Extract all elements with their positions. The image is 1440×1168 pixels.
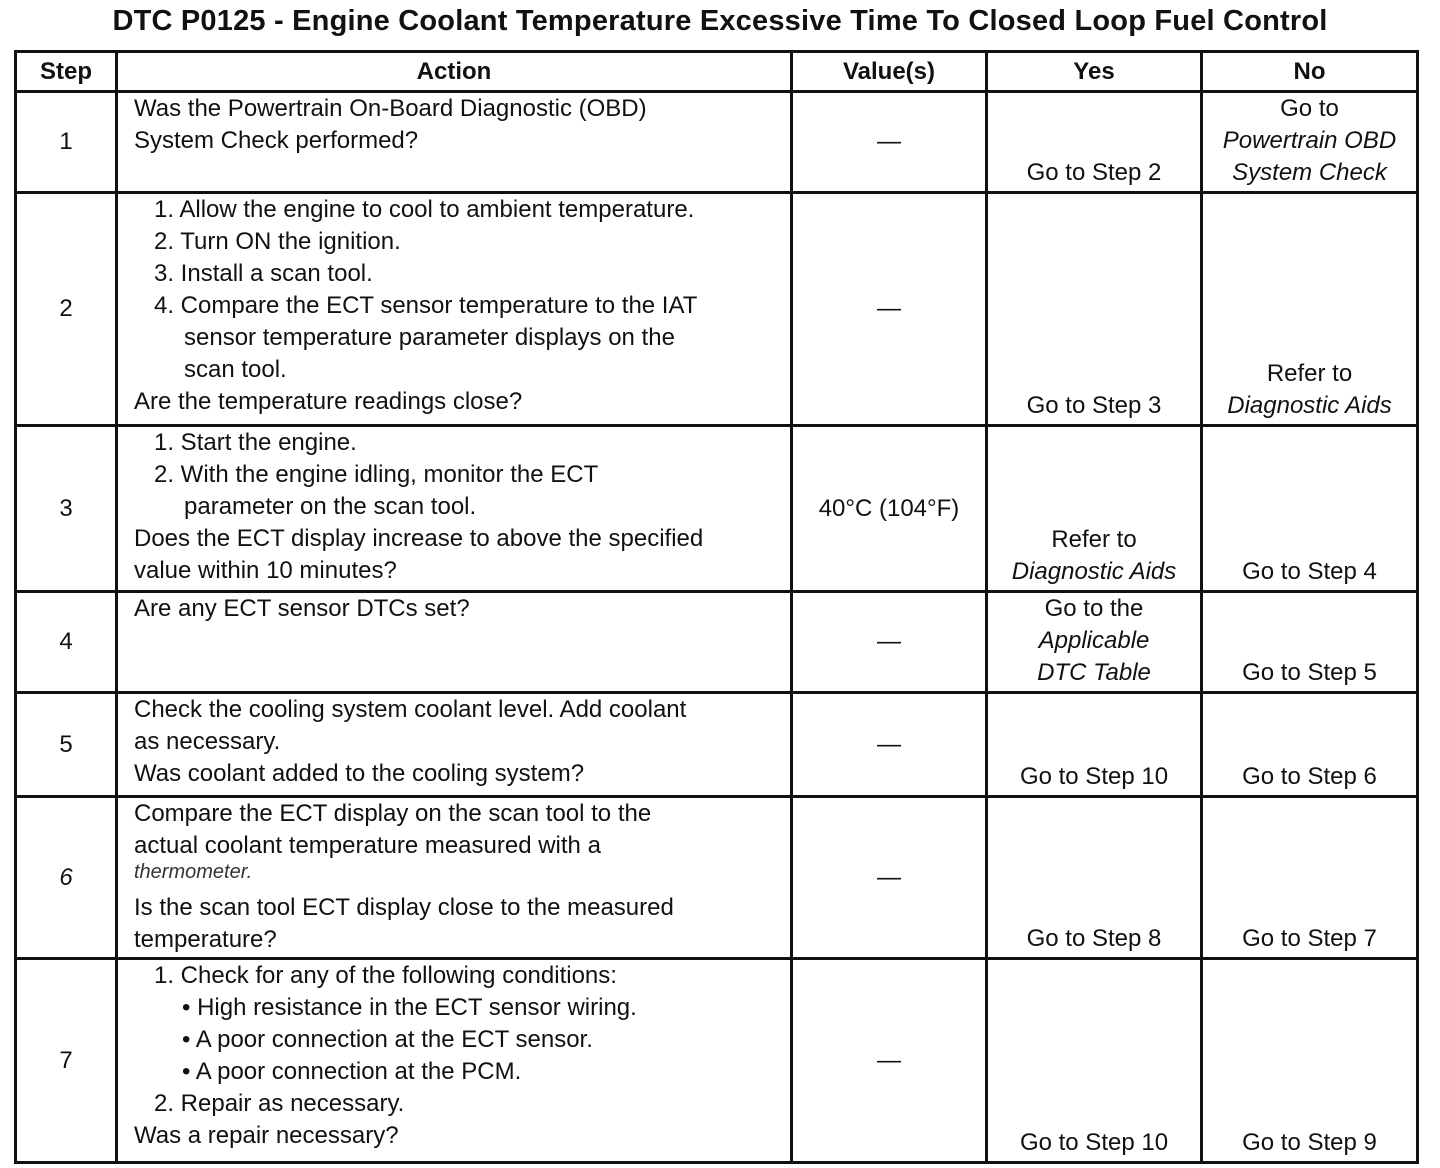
action-step-text: 1. Allow the engine to cool to ambient temperature.: [154, 196, 695, 223]
no-link-text: Diagnostic Aids: [1227, 392, 1392, 419]
no-link-text: Powertrain OBD: [1222, 127, 1397, 154]
action-step-text: 2. Repair as necessary.: [154, 1090, 405, 1117]
yes-text: Go to the: [1044, 595, 1144, 622]
value-cell: —: [792, 797, 987, 959]
action-question: Was coolant added to the cooling system?: [134, 760, 585, 787]
no-cell: Go to Step 9: [1202, 959, 1418, 1163]
action-cell: [117, 193, 792, 426]
no-cell: [1202, 193, 1418, 426]
no-cell: [1202, 92, 1418, 193]
action-step-text: 2. With the engine idling, monitor the ECT: [154, 461, 599, 488]
table-row: [16, 693, 1418, 797]
action-question: temperature?: [134, 926, 277, 953]
action-cell: [117, 693, 792, 797]
yes-text: Refer to: [1051, 526, 1137, 553]
step-number: 3: [16, 426, 117, 592]
diagnostic-table: [14, 50, 1419, 1164]
action-question: Are the temperature readings close?: [134, 388, 523, 415]
action-step-text: parameter on the scan tool.: [184, 493, 477, 520]
table-row: [16, 797, 1418, 959]
yes-cell: [987, 426, 1202, 592]
step-number: 6: [16, 797, 117, 959]
table-header-row: [16, 52, 1418, 92]
action-cell: [117, 426, 792, 592]
action-step-text: scan tool.: [184, 356, 287, 383]
table-row: [16, 426, 1418, 592]
action-text: Was the Powertrain On-Board Diagnostic (OBD): [134, 95, 647, 122]
no-text: Go to: [1280, 95, 1339, 122]
action-text: System Check performed?: [134, 127, 419, 154]
action-question: Was a repair necessary?: [134, 1122, 399, 1149]
value-cell: 40°C (104°F): [792, 426, 987, 592]
action-text: Check the cooling system coolant level. Add coolant: [134, 696, 687, 723]
action-cell: [117, 797, 792, 959]
column-header-yes: Yes: [987, 52, 1202, 92]
action-bullet-text: • A poor connection at the PCM.: [182, 1058, 522, 1085]
action-step-text: 4. Compare the ECT sensor temperature to the IAT: [154, 292, 698, 319]
yes-cell: Go to Step 8: [987, 797, 1202, 959]
value-cell: —: [792, 959, 987, 1163]
value-cell: —: [792, 193, 987, 426]
action-step-text: 1. Check for any of the following conditions:: [154, 962, 617, 989]
step-number: 1: [16, 92, 117, 193]
value-cell: —: [792, 92, 987, 193]
action-cell: [117, 959, 792, 1163]
yes-cell: Go to Step 10: [987, 693, 1202, 797]
yes-link-text: Applicable: [1038, 627, 1150, 654]
action-bullet-text: • A poor connection at the ECT sensor.: [182, 1026, 593, 1053]
action-bullet-text: • High resistance in the ECT sensor wiring.: [182, 994, 637, 1021]
action-text: thermometer.: [134, 862, 253, 882]
value-cell: —: [792, 693, 987, 797]
step-number: 5: [16, 693, 117, 797]
action-text: as necessary.: [134, 728, 281, 755]
step-number: 4: [16, 592, 117, 693]
table-row: [16, 193, 1418, 426]
action-step-text: sensor temperature parameter displays on the: [184, 324, 675, 351]
value-cell: —: [792, 592, 987, 693]
action-text: Compare the ECT display on the scan tool to the: [134, 800, 652, 827]
table-row: [16, 92, 1418, 193]
action-cell: [117, 92, 792, 193]
yes-cell: Go to Step 3: [987, 193, 1202, 426]
yes-cell: Go to Step 10: [987, 959, 1202, 1163]
column-header-step: Step: [16, 52, 117, 92]
no-link-text: System Check: [1232, 159, 1387, 186]
action-question: value within 10 minutes?: [134, 557, 397, 584]
step-number: 7: [16, 959, 117, 1163]
yes-cell: [987, 592, 1202, 693]
no-cell: Go to Step 7: [1202, 797, 1418, 959]
yes-link-text: DTC Table: [1037, 659, 1151, 686]
action-question: Are any ECT sensor DTCs set?: [134, 595, 470, 622]
document-title: DTC P0125 - Engine Coolant Temperature Excessive Time To Closed Loop Fuel Control: [112, 5, 1328, 37]
action-step-text: 1. Start the engine.: [154, 429, 357, 456]
no-text: Refer to: [1266, 360, 1353, 387]
column-header-no: No: [1202, 52, 1418, 92]
action-cell: [117, 592, 792, 693]
step-number: 2: [16, 193, 117, 426]
no-cell: Go to Step 5: [1202, 592, 1418, 693]
table-row: [16, 959, 1418, 1163]
yes-cell: Go to Step 2: [987, 92, 1202, 193]
action-text: actual coolant temperature measured with a: [134, 832, 601, 859]
action-step-text: 2. Turn ON the ignition.: [154, 228, 401, 255]
action-step-text: 3. Install a scan tool.: [154, 260, 373, 287]
column-header-action: Action: [117, 52, 792, 92]
action-question: Is the scan tool ECT display close to the measured: [134, 894, 674, 921]
yes-link-text: Diagnostic Aids: [1011, 558, 1177, 585]
table-row: [16, 592, 1418, 693]
no-cell: Go to Step 6: [1202, 693, 1418, 797]
column-header-values: Value(s): [792, 52, 987, 92]
no-cell: Go to Step 4: [1202, 426, 1418, 592]
action-question: Does the ECT display increase to above the specified: [134, 525, 704, 552]
